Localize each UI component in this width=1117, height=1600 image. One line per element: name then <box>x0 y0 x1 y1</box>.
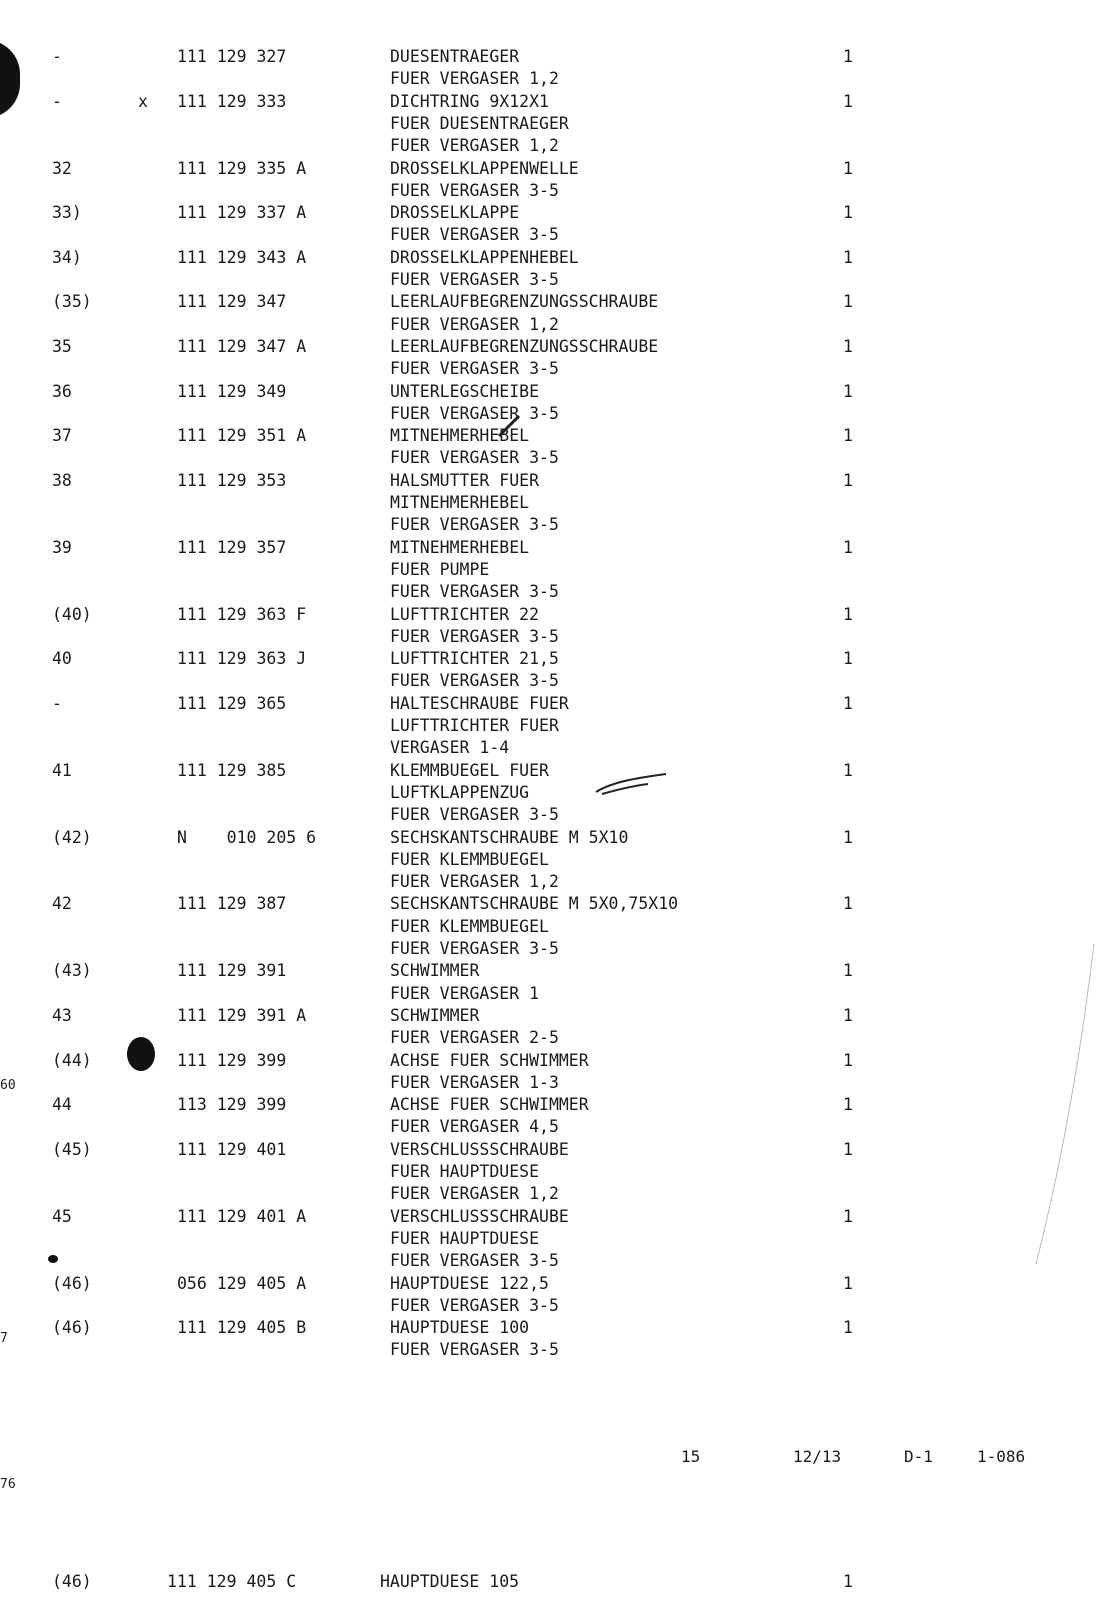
description <box>390 537 830 604</box>
description-line: FUER VERGASER 3-5 <box>390 515 559 535</box>
description-line: FUER VERGASER 1-3 <box>390 1072 559 1092</box>
description-line: LEERLAUFBEGRENZUNGSSCHRAUBE <box>390 336 659 356</box>
footer-page: 15 <box>681 1447 701 1466</box>
quantity: 1 <box>843 649 853 669</box>
quantity: 1 <box>843 158 853 178</box>
part-number: 111 129 351 A <box>177 426 307 446</box>
description-line: HALTESCHRAUBE FUER <box>390 693 569 713</box>
description <box>390 893 830 960</box>
position-number: 45 <box>52 1206 72 1226</box>
quantity: 1 <box>843 1095 853 1115</box>
description-line: FUER VERGASER 1,2 <box>390 69 559 89</box>
description-line: SECHSKANTSCHRAUBE M 5X0,75X10 <box>390 894 679 914</box>
part-number: 111 129 385 <box>177 760 287 780</box>
position-number: - <box>52 47 62 66</box>
description-line: FUER VERGASER 1 <box>390 983 540 1003</box>
margin-number: 60 <box>0 1078 16 1093</box>
part-number: 111 129 387 <box>177 894 287 914</box>
quantity: 1 <box>843 1318 853 1338</box>
position-number: (45) <box>52 1139 92 1159</box>
description-line: MITNEHMERHEBEL <box>390 426 530 446</box>
position-number: (43) <box>52 961 92 981</box>
description-line: LUFTTRICHTER 22 <box>390 604 540 624</box>
description <box>390 158 830 203</box>
quantity: 1 <box>843 693 853 713</box>
description-line: DROSSELKLAPPENHEBEL <box>390 247 579 267</box>
description <box>390 604 830 649</box>
position-number: 32 <box>52 158 72 178</box>
footer-date: 12/13 <box>793 1447 842 1466</box>
quantity: 1 <box>843 1273 853 1293</box>
part-number: 111 129 391 <box>177 961 287 981</box>
description-line: FUER VERGASER 3-5 <box>390 403 559 423</box>
part-number: 111 129 363 F <box>177 604 307 624</box>
description-line: FUER VERGASER 1,2 <box>390 872 559 892</box>
part-number: 111 129 347 <box>177 292 287 312</box>
part-number: 111 129 363 J <box>177 649 307 669</box>
quantity: 1 <box>843 894 853 914</box>
description <box>390 425 830 470</box>
description-line: LUFTKLAPPENZUG <box>390 782 530 802</box>
description-line: VERSCHLUSSSCHRAUBE <box>390 1139 569 1159</box>
position-number: (44) <box>52 1050 92 1070</box>
ink-blot <box>48 1255 58 1263</box>
quantity: 1 <box>843 47 853 66</box>
position-number: 36 <box>52 381 72 401</box>
part-number: 111 129 391 A <box>177 1005 307 1025</box>
part-number: 111 129 333 <box>177 91 287 111</box>
part-number: 056 129 405 A <box>177 1273 307 1293</box>
quantity: 1 <box>843 91 853 111</box>
description <box>390 1206 830 1273</box>
quantity: 1 <box>843 426 853 446</box>
description <box>390 648 830 693</box>
description-line: HALSMUTTER FUER <box>390 470 540 490</box>
position-number: (46) <box>52 1273 92 1293</box>
description-line: MITNEHMERHEBEL <box>390 537 530 557</box>
quantity: 1 <box>843 336 853 356</box>
description-line: ACHSE FUER SCHWIMMER <box>390 1095 589 1115</box>
ink-blot <box>127 1037 155 1071</box>
description-line: VERSCHLUSSSCHRAUBE <box>390 1206 569 1226</box>
description <box>390 1273 830 1318</box>
part-number: 111 129 357 <box>177 537 287 557</box>
description-line: FUER KLEMMBUEGEL <box>390 849 549 869</box>
quantity: 1 <box>843 604 853 624</box>
description-line: LEERLAUFBEGRENZUNGSSCHRAUBE <box>390 292 659 312</box>
description-line: LUFTTRICHTER 21,5 <box>390 649 559 669</box>
remark-mark: x <box>138 91 148 111</box>
description-line: VERGASER 1-4 <box>390 738 510 758</box>
description-line: FUER VERGASER 3-5 <box>390 1340 559 1360</box>
description-line: FUER VERGASER 3-5 <box>390 805 559 825</box>
scan-line <box>1030 940 1100 1270</box>
description-line: FUER KLEMMBUEGEL <box>390 916 549 936</box>
margin-number: 7 <box>0 1331 8 1346</box>
description <box>390 1050 830 1095</box>
description <box>390 1005 830 1050</box>
description <box>390 693 830 760</box>
description-line: FUER VERGASER 3-5 <box>390 582 559 602</box>
description-line: FUER VERGASER 3-5 <box>390 1295 559 1315</box>
description-line: DUESENTRAEGER <box>390 47 520 66</box>
position-number: (46) <box>52 1572 92 1591</box>
description-line: KLEMMBUEGEL FUER <box>390 760 549 780</box>
description <box>390 91 830 158</box>
footer-section: D-1 <box>904 1447 933 1466</box>
part-number: 111 129 337 A <box>177 203 307 223</box>
quantity: 1 <box>843 961 853 981</box>
description-line: MITNEHMERHEBEL <box>390 492 530 512</box>
position-number: 39 <box>52 537 72 557</box>
description-line: FUER VERGASER 4,5 <box>390 1117 559 1137</box>
position-number: (42) <box>52 827 92 847</box>
position-number: - <box>52 91 62 111</box>
part-number: 111 129 399 <box>177 1050 287 1070</box>
description-line: DROSSELKLAPPE <box>390 203 520 223</box>
description-line: FUER VERGASER 1,2 <box>390 314 559 334</box>
part-number: 111 129 327 <box>177 47 287 66</box>
part-number: 111 129 343 A <box>177 247 307 267</box>
description-line: FUER VERGASER 3-5 <box>390 938 559 958</box>
position-number: 41 <box>52 760 72 780</box>
quantity: 1 <box>843 381 853 401</box>
description-line: SCHWIMMER <box>390 961 480 981</box>
position-number: 35 <box>52 336 72 356</box>
quantity: 1 <box>843 760 853 780</box>
description-line: FUER VERGASER 3-5 <box>390 448 559 468</box>
quantity: 1 <box>843 1005 853 1025</box>
description-line: ACHSE FUER SCHWIMMER <box>390 1050 589 1070</box>
part-number: 111 129 401 <box>177 1139 287 1159</box>
position-number: 43 <box>52 1005 72 1025</box>
quantity: 1 <box>843 827 853 847</box>
position-number: 38 <box>52 470 72 490</box>
description-line: DROSSELKLAPPENWELLE <box>390 158 579 178</box>
description-line: FUER VERGASER 2-5 <box>390 1028 559 1048</box>
description-line: FUER VERGASER 3-5 <box>390 225 559 245</box>
footer-code: 1-086 <box>977 1447 1026 1466</box>
description <box>390 46 830 91</box>
description <box>390 336 830 381</box>
binding-mark <box>0 40 20 118</box>
description <box>390 960 830 1005</box>
pen-stroke <box>495 410 525 440</box>
part-number: N 010 205 6 <box>177 827 317 847</box>
description-line: FUER VERGASER 1,2 <box>390 136 559 156</box>
position-number: 34) <box>52 247 82 267</box>
pen-stroke <box>592 768 672 802</box>
description-line: FUER PUMPE <box>390 559 490 579</box>
part-number: 111 129 365 <box>177 693 287 713</box>
description <box>390 470 830 537</box>
description-line: FUER VERGASER 3-5 <box>390 269 559 289</box>
description-line: FUER VERGASER 1,2 <box>390 1184 559 1204</box>
description-line: FUER VERGASER 3-5 <box>390 180 559 200</box>
part-number: 111 129 353 <box>177 470 287 490</box>
description-line: HAUPTDUESE 100 <box>390 1318 530 1338</box>
quantity: 1 <box>843 247 853 267</box>
part-number: 111 129 349 <box>177 381 287 401</box>
description-line: FUER VERGASER 3-5 <box>390 626 559 646</box>
description-line: SECHSKANTSCHRAUBE M 5X10 <box>390 827 629 847</box>
position-number: 44 <box>52 1095 72 1115</box>
description <box>390 202 830 247</box>
description-line: FUER HAUPTDUESE <box>390 1161 540 1181</box>
description-line: FUER HAUPTDUESE <box>390 1228 540 1248</box>
description-line: HAUPTDUESE 122,5 <box>390 1273 549 1293</box>
margin-number: 76 <box>0 1477 16 1492</box>
position-number: 33) <box>52 203 82 223</box>
position-number: 42 <box>52 894 72 914</box>
description-line: FUER VERGASER 3-5 <box>390 1251 559 1271</box>
quantity: 1 <box>843 203 853 223</box>
quantity: 1 <box>843 1206 853 1226</box>
description <box>390 1139 830 1206</box>
description-line: DICHTRING 9X12X1 <box>390 91 549 111</box>
position-number: (46) <box>52 1318 92 1338</box>
description-line: SCHWIMMER <box>390 1005 480 1025</box>
description-line: FUER VERGASER 3-5 <box>390 359 559 379</box>
position-number: - <box>52 693 62 713</box>
quantity: 1 <box>843 1050 853 1070</box>
description <box>390 1317 830 1362</box>
position-number: 37 <box>52 426 72 446</box>
position-number: (35) <box>52 292 92 312</box>
description <box>390 1094 830 1139</box>
quantity: 1 <box>843 1139 853 1159</box>
position-number: (40) <box>52 604 92 624</box>
description-line: FUER DUESENTRAEGER <box>390 113 569 133</box>
description <box>390 247 830 292</box>
quantity: 1 <box>843 537 853 557</box>
description <box>390 381 830 426</box>
quantity: 1 <box>843 292 853 312</box>
quantity: 1 <box>843 470 853 490</box>
part-number: 111 129 347 A <box>177 336 307 356</box>
description-line: LUFTTRICHTER FUER <box>390 715 559 735</box>
description-line: UNTERLEGSCHEIBE <box>390 381 540 401</box>
description <box>390 291 830 336</box>
description-line: FUER VERGASER 3-5 <box>390 671 559 691</box>
position-number: 40 <box>52 649 72 669</box>
part-number: 111 129 335 A <box>177 158 307 178</box>
part-number: 111 129 405 B <box>177 1318 307 1338</box>
description-line: HAUPTDUESE 105 <box>380 1572 520 1591</box>
description <box>390 827 830 894</box>
quantity: 1 <box>843 1572 853 1591</box>
part-number: 111 129 405 C <box>167 1572 297 1591</box>
part-number: 111 129 401 A <box>177 1206 307 1226</box>
part-number: 113 129 399 <box>177 1095 287 1115</box>
